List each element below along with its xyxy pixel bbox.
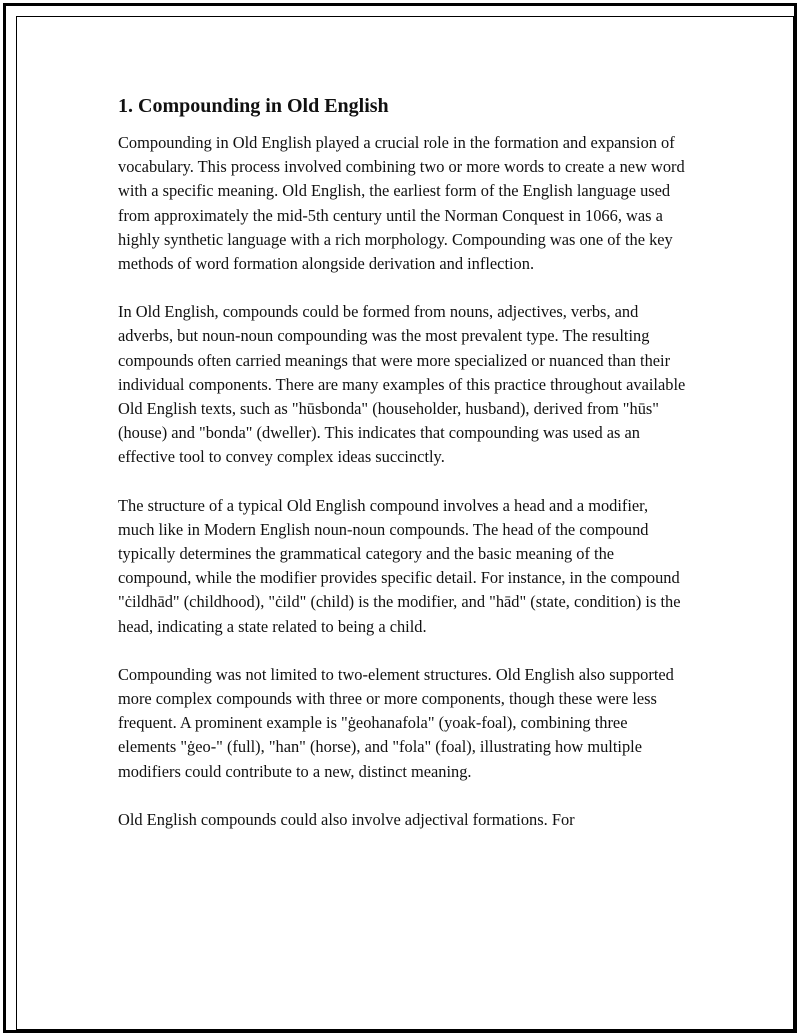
paragraph-4: Compounding was not limited to two-element structures. Old English also supported more complex compounds with three or more components, though these were less frequent. A prominent example is "ġeohanafola" (yoak-foal), combining three elements "ġeo-" (full), "han" (horse), and "fola" (foal), illustrating how multiple modifiers could contribute to a new, distinct meaning. xyxy=(118,664,674,781)
paragraph-1: Compounding in Old English played a crucial role in the formation and expansion of vocabulary. This process involved combining two or more words to create a new word with a specific meaning. Old English, the earliest form of the English language used from approximately the mid-5th century until the Norman Conquest in 1066, was a highly synthetic language with a rich morphology. Compounding was one of the key methods of word formation alongside derivation and inflection. xyxy=(118,133,685,274)
paragraph-3: The structure of a typical Old English compound involves a head and a modifier, much like in Modern English noun-noun compounds. The head of the compound typically determines the grammatical category and the basic meaning of the compound, while the modifier provides specific detail. For instance, in the compound "ċildhād" (childhood), "ċild" (child) is the modifier, and "hād" (state, condition) is the head, indicating a state related to being a child. xyxy=(118,495,681,636)
section-heading: 1. Compounding in Old English xyxy=(118,95,389,117)
paragraph-5: Old English compounds could also involve adjectival formations. For xyxy=(118,809,575,829)
paragraph-2: In Old English, compounds could be formed from nouns, adjectives, verbs, and adverbs, but noun-noun compounding was the most prevalent type. The resulting compounds often carried meanings that were more specialized or nuanced than their individual components. There are many examples of this practice throughout available Old English texts, such as "hūsbonda" (householder, husband), derived from "hūs" (house) and "bonda" (dweller). This indicates that compounding was used as an effective tool to convey complex ideas succinctly. xyxy=(118,302,686,467)
document-body xyxy=(118,93,688,856)
